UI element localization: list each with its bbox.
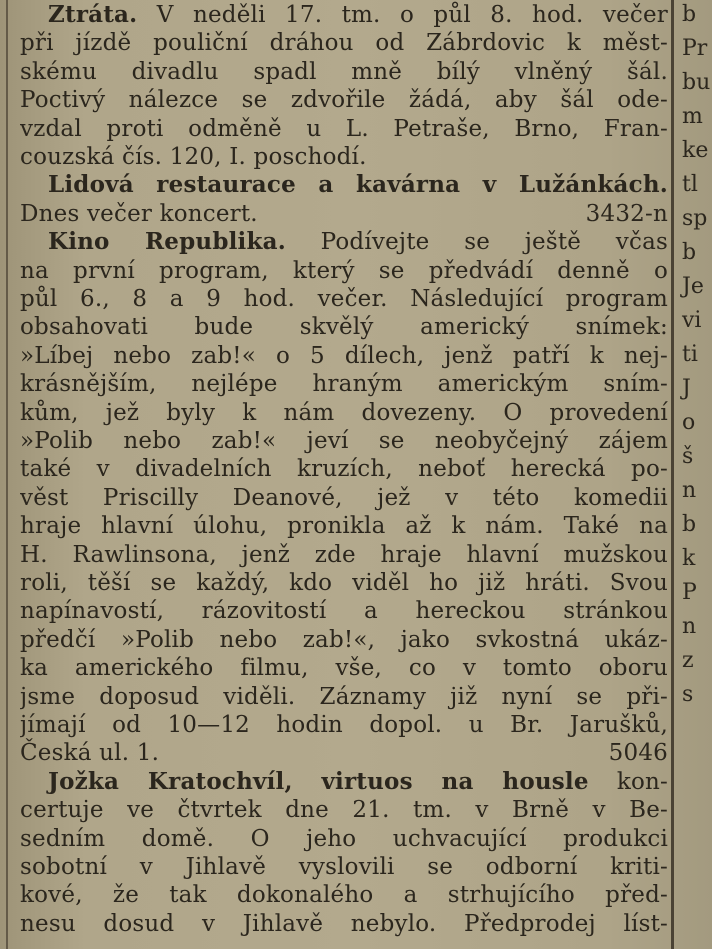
notice-heading: Lidová restaurace a kavárna v Lužánkách. [48,171,668,199]
line-text: certuje ve čtvrtek dne 21. tm. v Brně v Be- [20,797,668,824]
article-line [20,398,668,428]
line-text: jímají od 10—12 hodin dopol. u Br. Jarušků, [20,712,668,738]
line-text: Dnes večer koncert. [20,200,258,227]
article-line [20,227,668,257]
article-line [20,114,668,144]
fragment-text: sp [682,206,708,231]
article-line [20,682,668,712]
article-line [20,256,668,286]
article-line [20,625,668,655]
notice-code: 5046 [608,740,668,767]
fragment-text: Pr [682,36,708,61]
article-line [20,426,668,456]
fragment-text: o [682,410,696,435]
line-text: »Líbej nebo zab!« o 5 dílech, jenž patří k nej- [20,342,668,369]
line-text: kům, jež byly k nám dovezeny. O provedení [20,399,668,426]
line-text: »Polib nebo zab!« jeví se neobyčejný zájem [20,428,668,454]
line-text: Podívejte se ještě včas [285,229,668,256]
line-text: půl 6., 8 a 9 hod. večer. Následující program [20,286,668,312]
article-line [20,710,668,740]
article-line [20,653,668,683]
line-text: roli, těší se každý, kdo viděl ho již hráti. Svou [20,570,668,596]
article-line [20,85,668,115]
notice-code: 3432-n [585,200,668,227]
article-line [20,312,668,342]
line-text: couzská čís. 120, I. poschodí. [20,144,367,170]
fragment-text: Je [682,274,704,299]
line-text: hraje hlavní úlohu, pronikla až k nám. Také na [20,513,668,540]
fragment-text: š [682,444,694,469]
article-line [20,57,668,87]
article-line [20,540,668,570]
article-line [20,596,668,626]
article-line [20,170,668,200]
line-text: jsme doposud viděli. Záznamy již nyní se při- [20,683,668,710]
line-text: sobotní v Jihlavě vyslovili se odborní kriti- [20,854,668,880]
line-text: také v divadelních kruzích, neboť herecká po- [20,456,668,483]
fragment-text: b [682,240,697,265]
article-line [20,369,668,399]
article-line [20,880,668,910]
fragment-text: P [682,580,697,605]
notice-heading: Ztráta. [48,1,138,28]
article-line [20,0,668,30]
article-line [20,568,668,598]
article-line [20,28,668,58]
article-line [20,824,668,854]
article-line [20,909,668,939]
line-text: Česká ul. 1. [20,740,160,767]
fragment-text: k [682,546,696,571]
fragment-text: b [682,2,697,27]
line-text: skému divadlu spadl mně bílý vlněný šál. [20,58,668,85]
line-text: předčí »Polib nebo zab!«, jako svkostná ukáz- [20,626,668,653]
fragment-text: m [682,104,703,129]
article-line [20,199,668,229]
fragment-text: vi [682,308,702,333]
line-text: na první program, který se předvádí denně o [20,257,668,284]
fragment-text: s [682,682,694,707]
article-line [20,795,668,825]
line-text: Poctivý nálezce se zdvořile žádá, aby šál ode- [20,87,668,114]
article-line [20,483,668,513]
article-line [20,341,668,371]
line-text: nesu dosud v Jihlavě nebylo. Předprodej líst- [20,910,668,937]
fragment-text: ti [682,342,698,367]
line-text: obsahovati bude skvělý americký snímek: [20,314,668,341]
article-line [20,738,668,768]
main-column [20,0,668,949]
left-margin-rule [6,0,8,949]
fragment-text: n [682,478,697,503]
article-line [20,454,668,484]
line-text: věst Priscilly Deanové, jež v této komedii [20,484,668,511]
article-line [20,142,668,172]
line-text: sedním domě. O jeho uchvacující produkci [20,825,668,852]
fragment-text: tl [682,172,698,197]
line-text: V neděli 17. tm. o půl 8. hod. večer [137,2,668,28]
line-text: kon- [588,768,668,795]
fragment-text: J [682,376,691,401]
line-text: při jízdě pouliční dráhou od Zábrdovic k měst- [20,30,668,57]
line-text: H. Rawlinsona, jenž zde hraje hlavní mužskou [20,541,668,568]
notice-heading: Jožka Kratochvíl, virtuos na housle [48,767,589,795]
line-text: krásnějším, nejlépe hraným americkým sním- [20,371,668,398]
fragment-text: n [682,614,697,639]
line-text: kové, že tak dokonalého a strhujícího před- [20,882,668,909]
article-line [20,511,668,541]
fragment-text: ke [682,138,709,163]
article-line [20,852,668,882]
article-line [20,767,668,797]
adjacent-column-fragment [678,0,712,949]
fragment-text: z [682,648,694,673]
article-line [20,284,668,314]
line-text: ka amerického filmu, vše, co v tomto oboru [20,655,668,682]
fragment-text: bu [682,70,711,95]
column-divider [671,0,674,949]
notice-heading: Kino Republika. [48,228,286,256]
line-text: vzdal proti odměně u L. Petraše, Brno, Fran- [20,115,668,142]
line-text: napínavostí, rázovitostí a hereckou stránkou [20,598,668,625]
fragment-text: b [682,512,697,537]
